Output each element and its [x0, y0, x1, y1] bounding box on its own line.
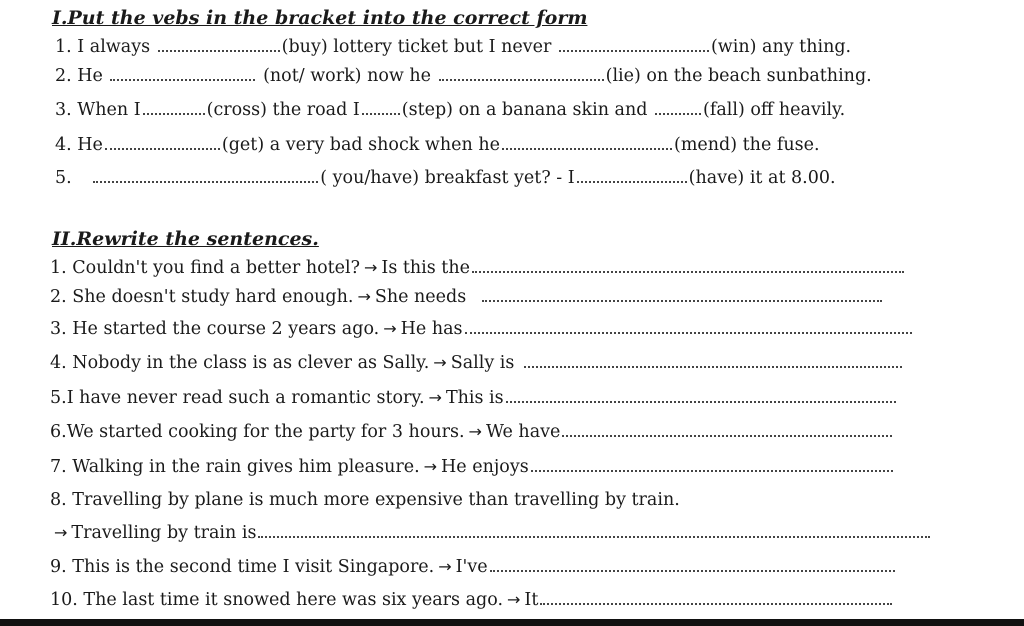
answer-blank[interactable]	[562, 421, 892, 437]
arrow-icon: →	[438, 557, 452, 576]
answer-blank[interactable]	[439, 65, 604, 81]
answer-blank[interactable]	[93, 167, 318, 183]
exercise1-item-4: 4. He (get) a very bad shock when he (mend) the fuse.	[55, 135, 820, 155]
exercise1-item-5: 5. ( you/have) breakfast yet? - I (have) it at 8.00.	[55, 168, 836, 188]
exercise2-item-6: 6.We started cooking for the party for 3 hours. → We have	[50, 420, 894, 444]
answer-blank[interactable]	[540, 589, 892, 605]
answer-blank[interactable]	[577, 167, 687, 183]
answer-blank[interactable]	[482, 286, 882, 302]
exercise2-item-8: 8. Travelling by plane is much more expensive than travelling by train.	[50, 490, 680, 510]
arrow-icon: →	[433, 353, 447, 372]
arrow-icon: →	[383, 319, 397, 338]
arrow-icon: →	[364, 258, 378, 277]
exercise2-item-2: 2. She doesn't study hard enough. → She needs	[50, 285, 884, 309]
answer-blank[interactable]	[143, 99, 205, 115]
exercise2-item-8-answer: → Travelling by train is	[50, 521, 932, 545]
answer-blank[interactable]	[362, 99, 400, 115]
exercise2-item-9: 9. This is the second time I visit Singapore. → I've	[50, 555, 897, 579]
bottom-border	[0, 619, 1024, 626]
answer-blank[interactable]	[258, 522, 930, 538]
answer-blank[interactable]	[531, 456, 893, 472]
answer-blank[interactable]	[490, 556, 895, 572]
answer-blank[interactable]	[524, 352, 902, 368]
answer-blank[interactable]	[465, 318, 912, 334]
arrow-icon: →	[428, 388, 442, 407]
answer-blank[interactable]	[105, 134, 220, 150]
answer-blank[interactable]	[472, 257, 904, 273]
exercise2-item-10: 10. The last time it snowed here was six years ago. → It	[50, 588, 894, 612]
section1-title: I.Put the vebs in the bracket into the correct form	[52, 7, 588, 29]
answer-blank[interactable]	[655, 99, 701, 115]
arrow-icon: →	[54, 523, 68, 542]
arrow-icon: →	[423, 457, 438, 476]
section2-title: II.Rewrite the sentences.	[52, 228, 319, 250]
arrow-icon: →	[507, 590, 521, 609]
exercise2-item-7: 7. Walking in the rain gives him pleasure. → He enjoys	[50, 455, 895, 479]
exercise2-item-4: 4. Nobody in the class is as clever as Sally. → Sally is	[50, 351, 904, 375]
answer-blank[interactable]	[502, 134, 672, 150]
exercise1-item-3: 3. When I (cross) the road I (step) on a banana skin and (fall) off heavily.	[55, 100, 846, 120]
arrow-icon: →	[357, 287, 371, 306]
answer-blank[interactable]	[158, 36, 280, 52]
exercise1-item-2: 2. He (not/ work) now he (lie) on the beach sunbathing.	[55, 66, 872, 86]
answer-blank[interactable]	[559, 36, 709, 52]
exercise2-item-3: 3. He started the course 2 years ago. → He has	[50, 317, 914, 341]
exercise2-item-5: 5.I have never read such a romantic story. → This is	[50, 386, 898, 410]
answer-blank[interactable]	[506, 387, 896, 403]
exercise1-item-1: 1. I always (buy) lottery ticket but I never (win) any thing.	[55, 37, 852, 57]
answer-blank[interactable]	[110, 65, 255, 81]
exercise2-item-1: 1. Couldn't you find a better hotel? → Is this the	[50, 256, 906, 280]
arrow-icon: →	[468, 422, 482, 441]
